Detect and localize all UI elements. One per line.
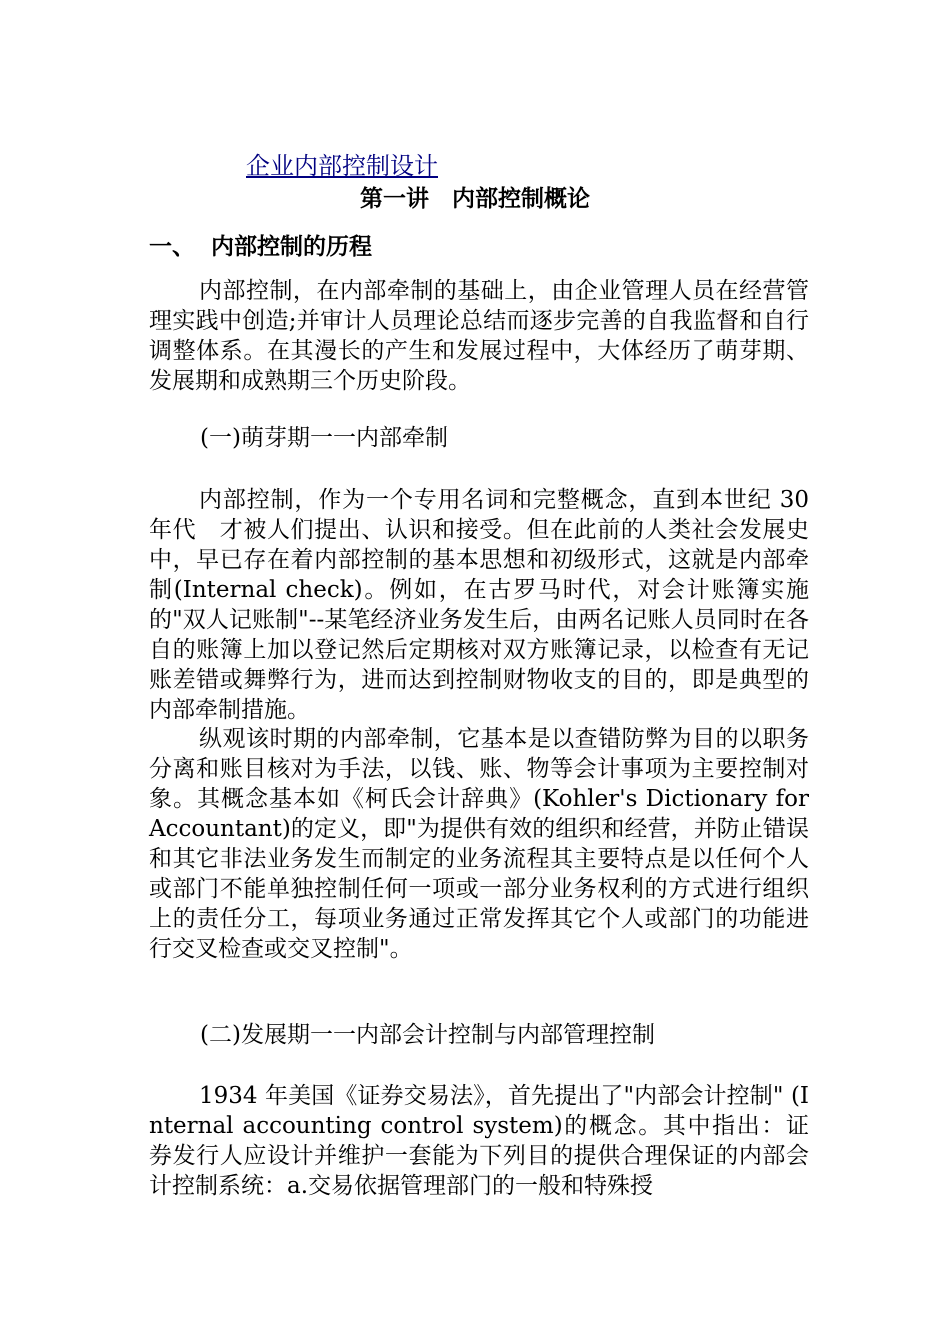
paragraph-intro: 内部控制，在内部牵制的基础上，由企业管理人员在经营管理实践中创造;并审计人员理论总结而逐步完善的自我监督和自行调整体系。在其漫长的产生和发展过程中，大体经历了萌芽期、发展期和成熟期三个历史阶段。 (149, 278, 809, 394)
section-heading: 一、 内部控制的历程 (149, 234, 373, 260)
subheading-development-stage: (二)发展期一一内部会计控制与内部管理控制 (200, 1022, 655, 1048)
paragraph-internal-check-summary: 纵观该时期的内部牵制，它基本是以查错防弊为目的以职务分离和账目核对为手法，以钱、账、物等会计事项为主要控制对象。其概念基本如《柯氏会计辞典》(Kohler's Dictionary for Accountant)的定义，即"为提供有效的组织和经营，并防止错误和其它非法业务发生而制定的业务流程其主要特点是以任何个人或部门不能单独控制任何一项或一部分业务权利的方式进行组织上的责任分工，每项业务通过正常发挥其它个人或部门的功能进行交叉检查或交叉控制"。 (149, 726, 809, 962)
paragraph-securities-act: 1934 年美国《证券交易法》，首先提出了"内部会计控制" (Internal accounting control system)的概念。其中指出：证券发行人应设计并维护一套能为下列目的提供合理保证的内部会计控制系统：a.交易依据管理部门的一般和特殊授 (149, 1083, 809, 1199)
subheading-sprout-stage: (一)萌芽期一一内部牵制 (200, 425, 448, 451)
paragraph-internal-check: 内部控制，作为一个专用名词和完整概念，直到本世纪 30 年代 才被人们提出、认识和接受。但在此前的人类社会发展史中，早已存在着内部控制的基本思想和初级形式，这就是内部牵制(Internal check)。例如，在古罗马时代，对会计账簿实施的"双人记账制"--某笔经济业务发生后，由两名记账人员同时在各自的账簿上加以登记然后定期核对双方账簿记录，以检查有无记账差错或舞弊行为，进而达到控制财物收支的目的，即是典型的内部牵制措施。 (149, 487, 809, 723)
lecture-title: 第一讲 内部控制概论 (360, 186, 590, 212)
document-title-link[interactable]: 企业内部控制设计 (246, 152, 438, 180)
